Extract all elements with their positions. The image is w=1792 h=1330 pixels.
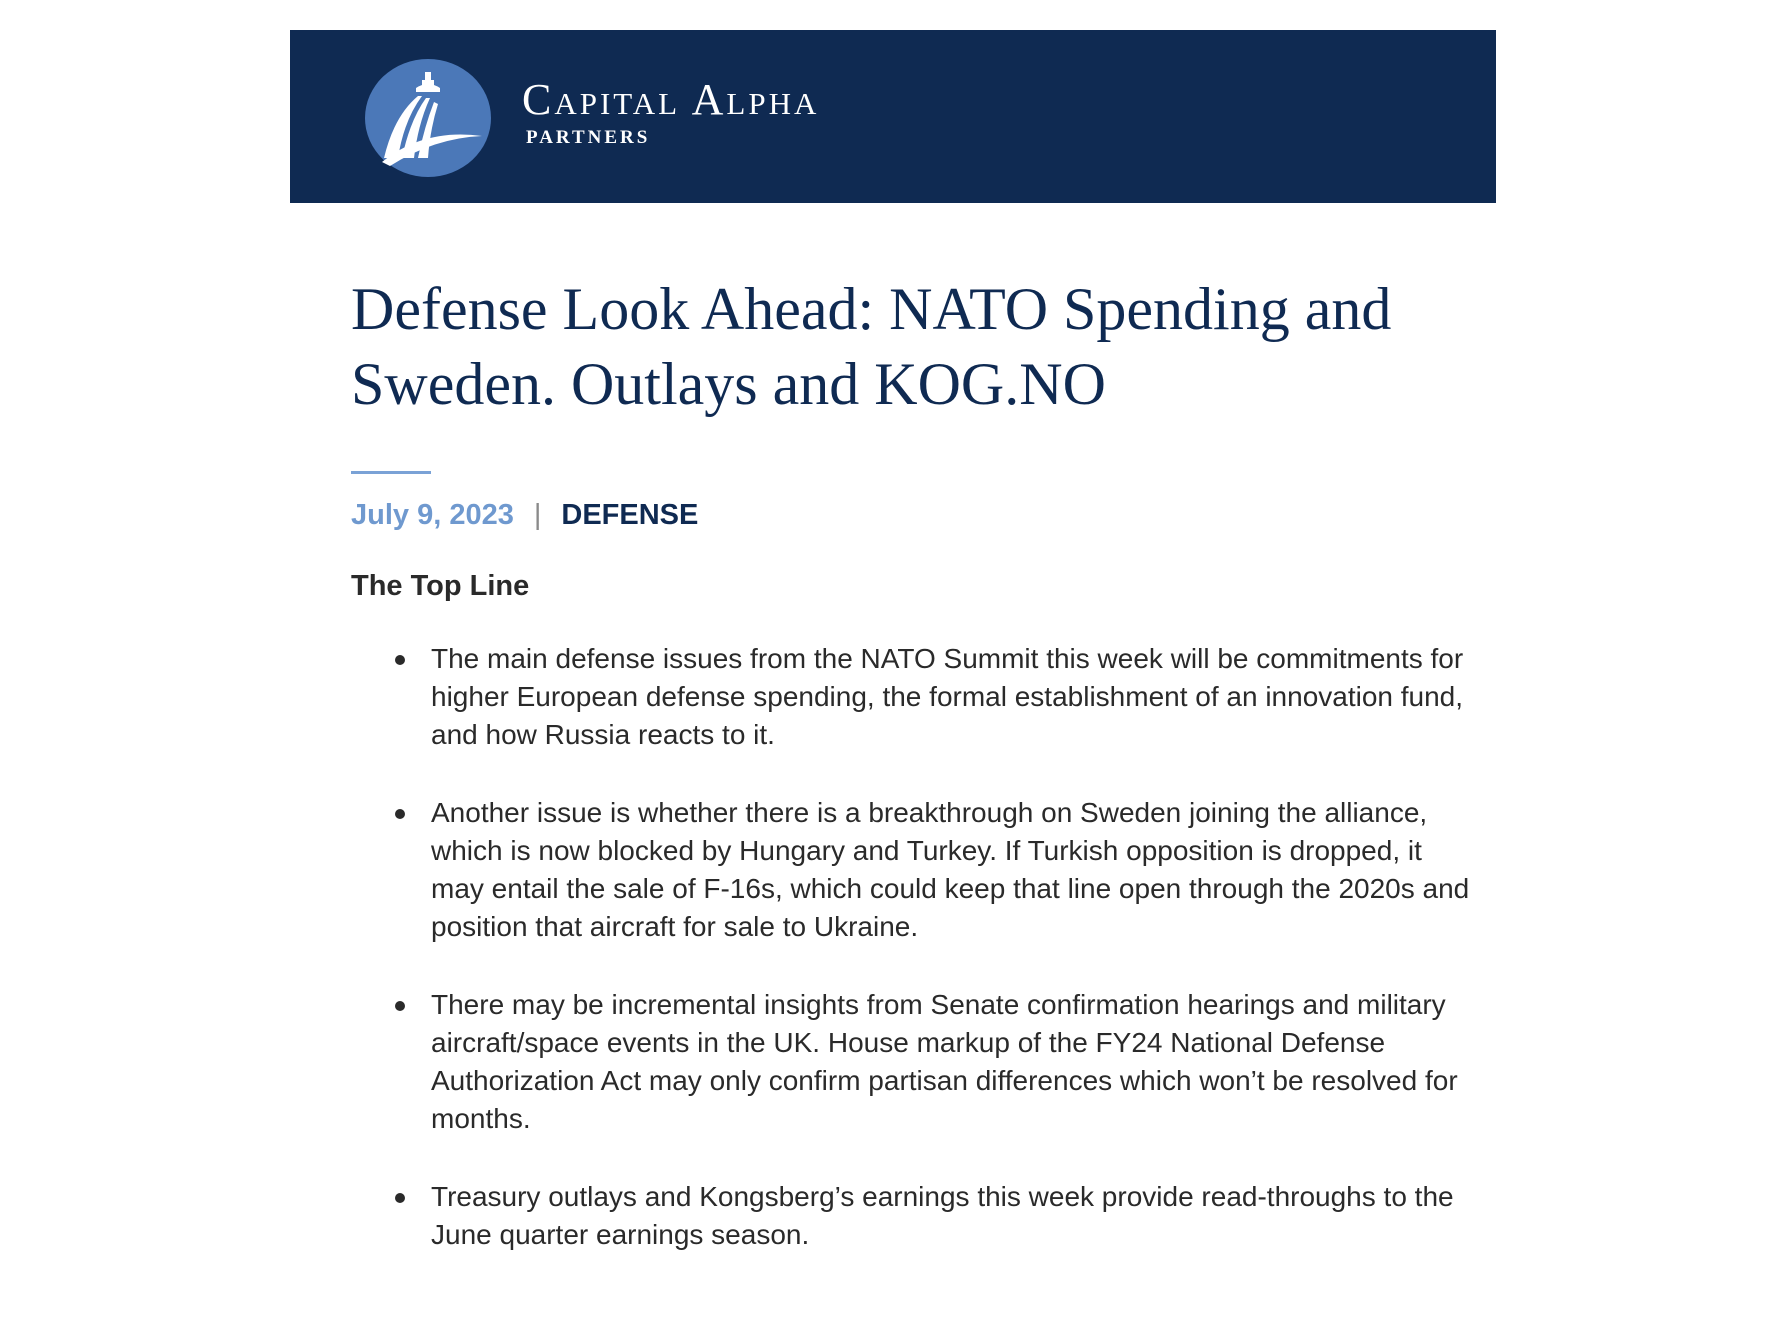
capitol-dome-logo-icon [364, 58, 492, 178]
brand-logo [522, 75, 820, 148]
bullet-icon [395, 1193, 405, 1203]
bullet-text: The main defense issues from the NATO Summit this week will be commitments for higher European defense spending, the formal establishment of an innovation fund, and how Russia reacts to it. [431, 643, 1464, 750]
article-meta [351, 497, 698, 533]
brand-subtitle: PARTNERS [526, 127, 651, 148]
bullet-icon [395, 809, 405, 819]
bullet-text: There may be incremental insights from Senate confirmation hearings and military aircraft/space events in the UK. House markup of the FY24 National Defense Authorization Act may only confirm partisan differences which won’t be resolved for months. [431, 989, 1458, 1134]
list-item [351, 1178, 1481, 1254]
header-banner [290, 30, 1496, 203]
section-tag: DEFENSE [561, 499, 699, 531]
list-item [351, 794, 1481, 946]
bullet-text: Another issue is whether there is a breakthrough on Sweden joining the alliance, which is now blocked by Hungary and Turkey. If Turkish opposition is dropped, it may entail the sale of F-16s, which could keep that line open through the 2020s and position that aircraft for sale to Ukraine. [431, 797, 1470, 942]
bullet-text: Treasury outlays and Kongsberg’s earnings this week provide read-throughs to the June quarter earnings season. [431, 1181, 1454, 1250]
meta-separator: | [533, 499, 542, 531]
bullet-icon [395, 655, 405, 665]
title-divider [351, 471, 431, 474]
article-title: Defense Look Ahead: NATO Spending and Sweden. Outlays and KOG.NO [351, 276, 1392, 417]
section-heading: The Top Line [351, 570, 530, 602]
bullet-list [351, 640, 1481, 1294]
list-item [351, 986, 1481, 1138]
brand-name: Capital Alpha [522, 75, 820, 124]
bullet-icon [395, 1001, 405, 1011]
list-item [351, 640, 1481, 754]
publish-date: July 9, 2023 [351, 499, 514, 531]
